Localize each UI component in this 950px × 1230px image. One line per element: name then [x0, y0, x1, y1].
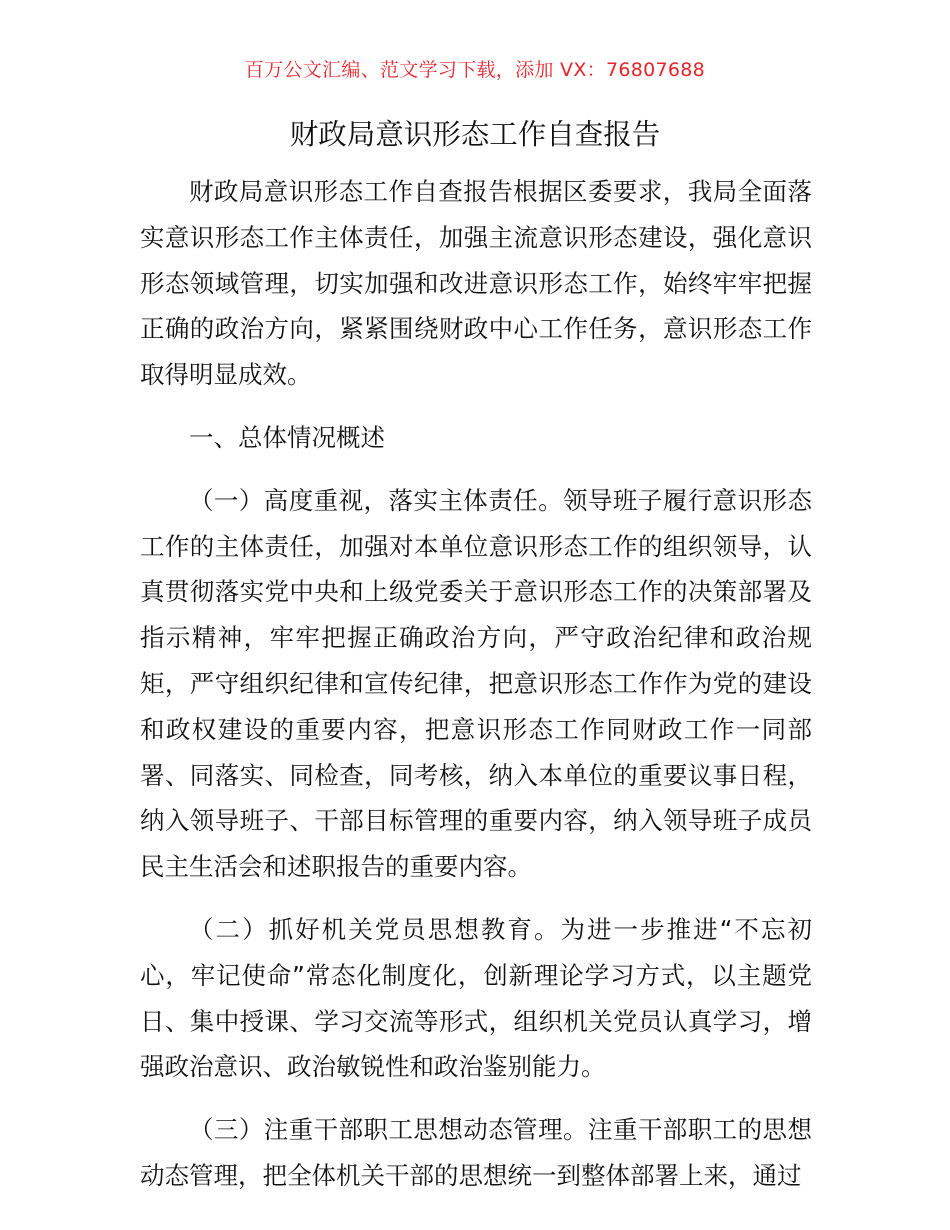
paragraph-item-2: （二）抓好机关党员思想教育。为进一步推进“不忘初心，牢记使命”常态化制度化，创新理论学习方式，以主题党日、集中授课、学习交流等形式，组织机关党员认真学习，增强政治意识、政治敏锐性和政治鉴别能力。 — [140, 914, 812, 1082]
document-title: 财政局意识形态工作自查报告 — [289, 118, 661, 151]
section-heading-overview: 一、总体情况概述 — [189, 422, 385, 452]
paragraph-item-1: （一）高度重视，落实主体责任。领导班子履行意识形态工作的主体责任，加强对本单位意识形态工作的组织领导，认真贯彻落实党中央和上级党委关于意识形态工作的决策部署及指示精神，牢牢把握正确政治方向，严守政治纪律和政治规矩，严守组织纪律和宣传纪律，把意识形态工作作为党的建设和政权建设的重要内容，把意识形态工作同财政工作一同部署、同落实、同检查，同考核，纳入本单位的重要议事日程，纳入领导班子、干部目标管理的重要内容，纳入领导班子成员民主生活会和述职报告的重要内容。 — [140, 485, 812, 882]
header-watermark-note: 百万公文汇编、范文学习下载，添加 VX：76807688 — [244, 59, 706, 81]
document-body — [140, 169, 812, 1199]
paragraph-intro: 财政局意识形态工作自查报告根据区委要求，我局全面落实意识形态工作主体责任，加强主流意识形态建设，强化意识形态领域管理，切实加强和改进意识形态工作，始终牢牢把握正确的政治方向，紧紧围绕财政中心工作任务，意识形态工作取得明显成效。 — [140, 177, 812, 390]
paragraph-item-3: （三）注重干部职工思想动态管理。注重干部职工的思想动态管理，把全体机关干部的思想统一到整体部署上来，通过 — [140, 1115, 812, 1190]
